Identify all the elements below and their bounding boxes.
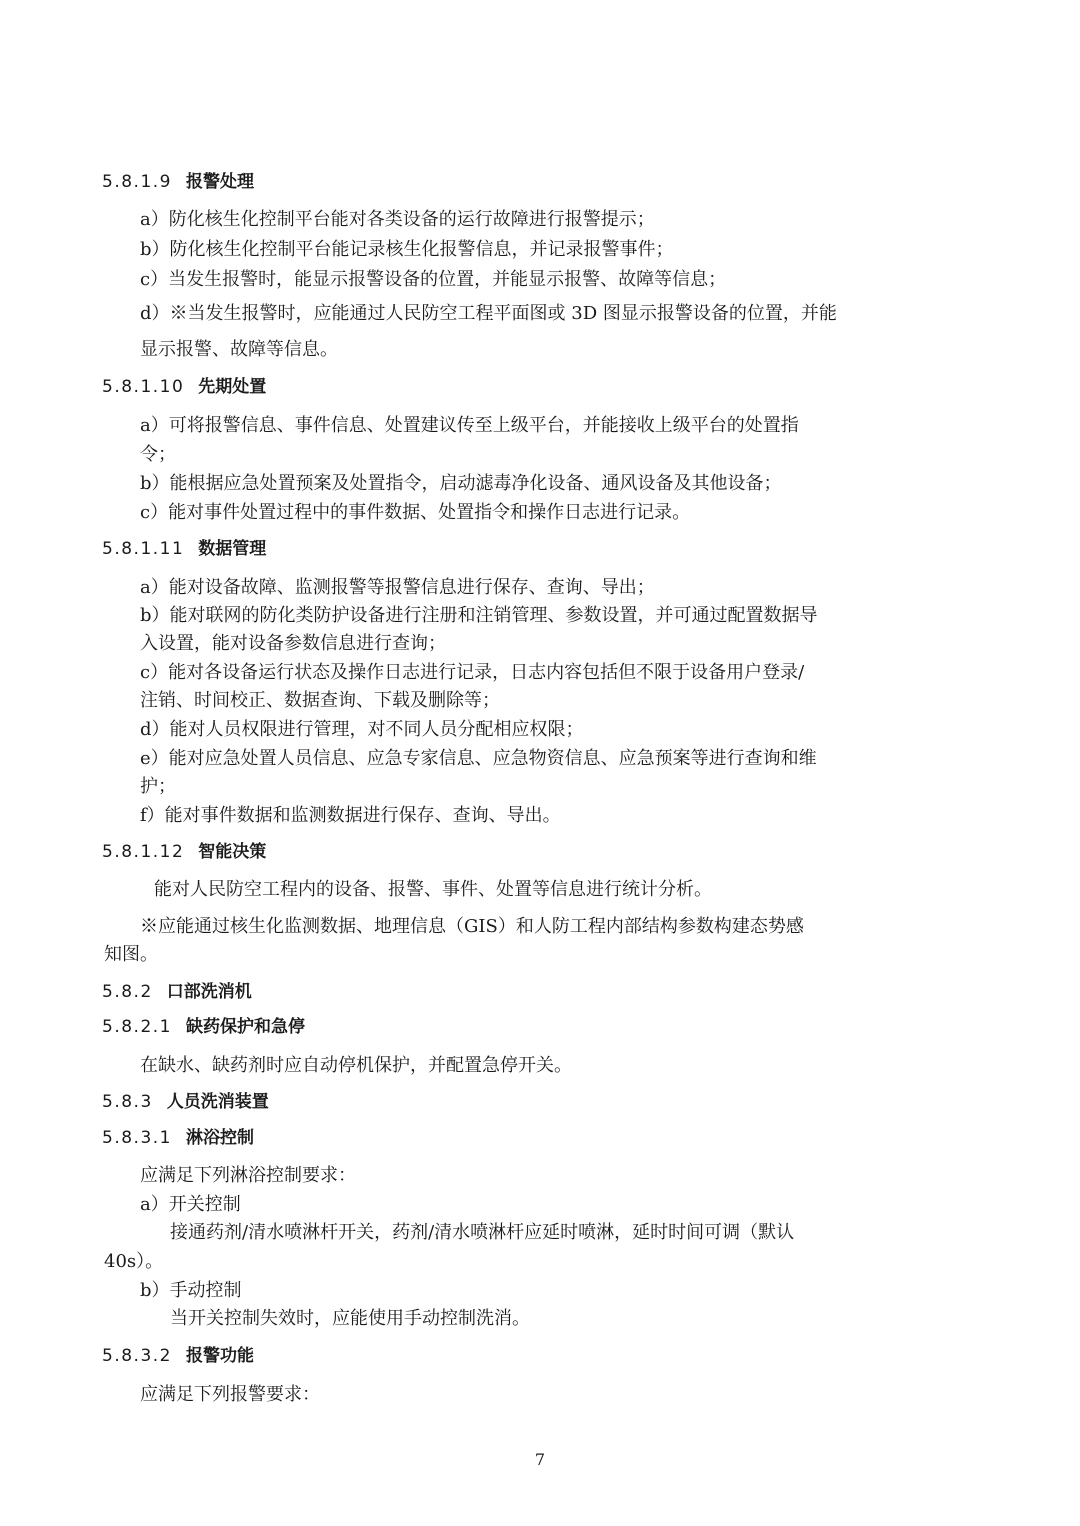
list-item: a）开关控制 — [140, 1194, 241, 1215]
paragraph-line: 知图。 — [104, 944, 158, 965]
section-heading: 5.8.1.10 先期处置 — [102, 377, 267, 397]
list-item: a）可将报警信息、事件信息、处置建议传至上级平台，并能接收上级平台的处置指 — [140, 415, 799, 436]
list-item: a）能对设备故障、监测报警等报警信息进行保存、查询、导出； — [140, 577, 655, 598]
paragraph-line: 注销、时间校正、数据查询、下载及删除等； — [140, 690, 500, 711]
section-heading: 5.8.3.2 报警功能 — [102, 1346, 254, 1366]
paragraph-line: 令； — [140, 444, 176, 465]
paragraph-line: 能对人民防空工程内的设备、报警、事件、处置等信息进行统计分析。 — [154, 879, 712, 900]
list-item: c）能对事件处置过程中的事件数据、处置指令和操作日志进行记录。 — [140, 502, 691, 523]
paragraph-line: 护； — [140, 776, 176, 797]
list-item: d）能对人员权限进行管理，对不同人员分配相应权限； — [140, 719, 584, 740]
paragraph-line: ※应能通过核生化监测数据、地理信息（GIS）和人防工程内部结构参数构建态势感 — [140, 916, 804, 937]
paragraph-line: 应满足下列报警要求： — [140, 1384, 320, 1405]
list-item: b）能对联网的防化类防护设备进行注册和注销管理、参数设置，并可通过配置数据导 — [140, 605, 818, 626]
section-heading: 5.8.2.1 缺药保护和急停 — [102, 1017, 305, 1037]
section-heading: 5.8.2 口部洗消机 — [102, 982, 252, 1002]
page-number: 7 — [534, 1450, 546, 1469]
paragraph-line: 40s）。 — [104, 1251, 164, 1272]
paragraph-line: 当开关控制失效时，应能使用手动控制洗消。 — [170, 1308, 530, 1329]
paragraph-line: 应满足下列淋浴控制要求： — [140, 1165, 356, 1186]
section-heading: 5.8.1.9 报警处理 — [102, 172, 254, 192]
list-item: b）能根据应急处置预案及处置指令，启动滤毒净化设备、通风设备及其他设备； — [140, 473, 782, 494]
paragraph-line: 显示报警、故障等信息。 — [140, 339, 338, 360]
list-item: c）当发生报警时，能显示报警设备的位置，并能显示报警、故障等信息； — [140, 269, 727, 290]
list-item: b）手动控制 — [140, 1280, 242, 1301]
list-item: a）防化核生化控制平台能对各类设备的运行故障进行报警提示； — [140, 209, 655, 230]
paragraph-line: 接通药剂/清水喷淋杆开关，药剂/清水喷淋杆应延时喷淋，延时时间可调（默认 — [170, 1222, 795, 1243]
list-item: c）能对各设备运行状态及操作日志进行记录，日志内容包括但不限于设备用户登录/ — [140, 662, 805, 683]
list-item: f）能对事件数据和监测数据进行保存、查询、导出。 — [140, 805, 561, 826]
section-heading: 5.8.3 人员洗消装置 — [102, 1092, 269, 1112]
list-item: d）※当发生报警时，应能通过人民防空工程平面图或 3D 图显示报警设备的位置，并能 — [140, 303, 837, 324]
paragraph-line: 在缺水、缺药剂时应自动停机保护，并配置急停开关。 — [140, 1055, 572, 1076]
section-heading: 5.8.1.12 智能决策 — [102, 842, 267, 862]
list-item: b）防化核生化控制平台能记录核生化报警信息，并记录报警事件； — [140, 239, 674, 260]
paragraph-line: 入设置，能对设备参数信息进行查询； — [140, 633, 446, 654]
section-heading: 5.8.3.1 淋浴控制 — [102, 1128, 254, 1148]
section-heading: 5.8.1.11 数据管理 — [102, 539, 267, 559]
list-item: e）能对应急处置人员信息、应急专家信息、应急物资信息、应急预案等进行查询和维 — [140, 748, 817, 769]
